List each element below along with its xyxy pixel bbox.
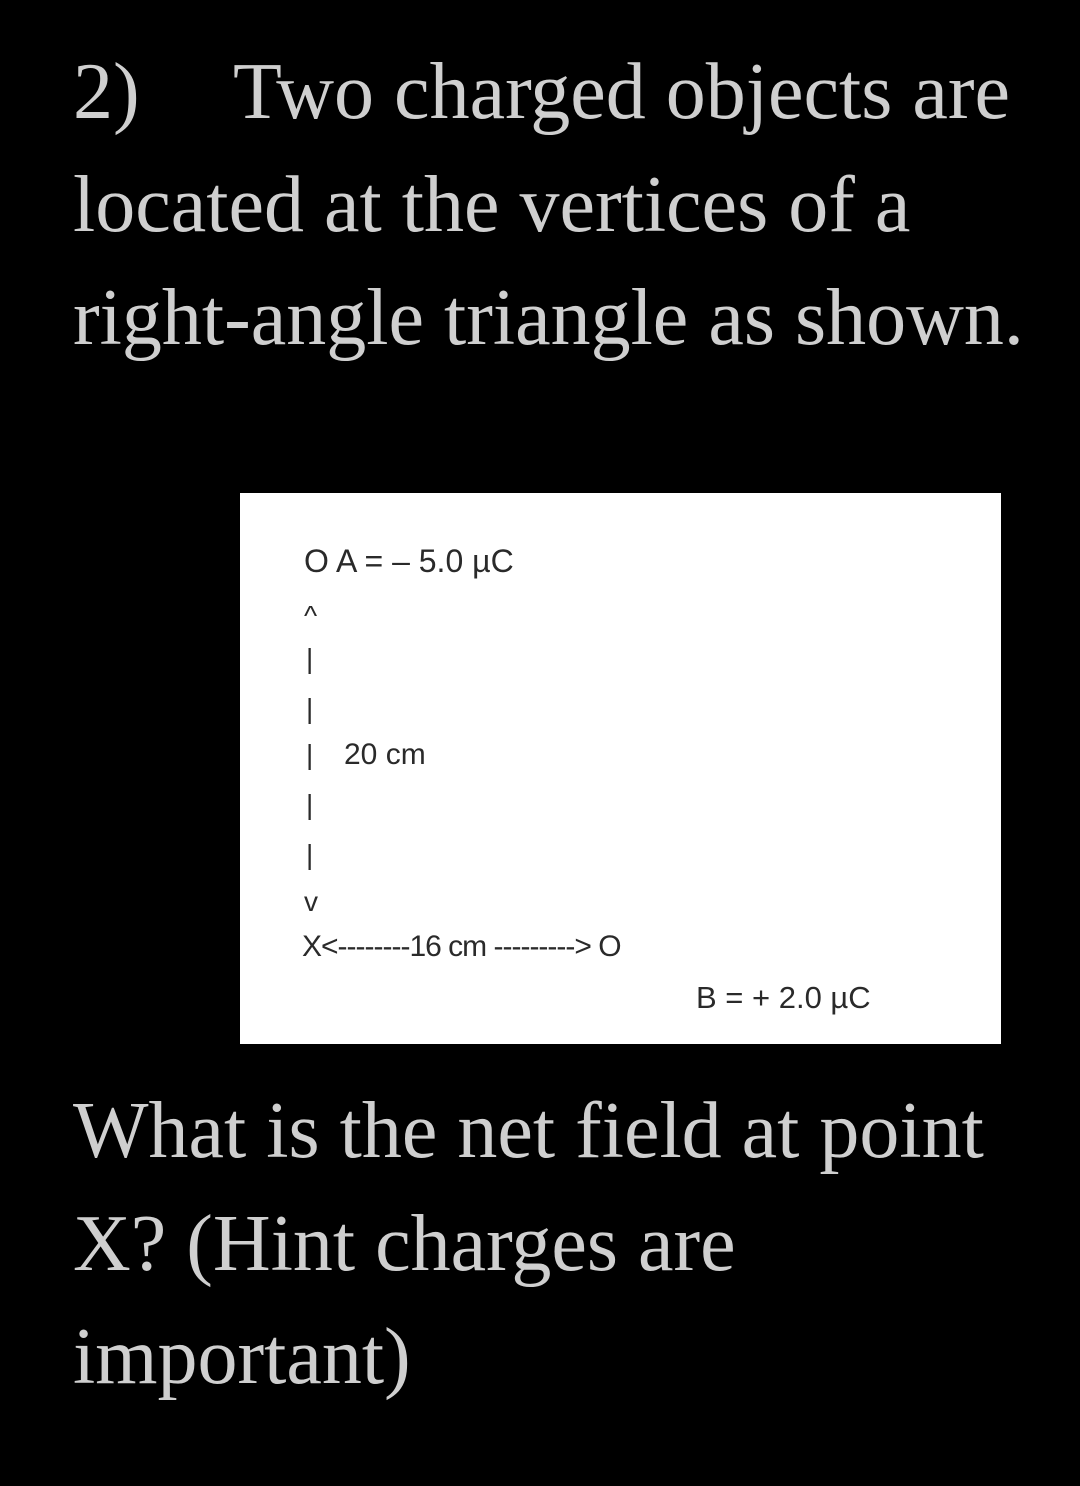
triangle-diagram [240,493,1001,1044]
question-intro [73,36,1033,375]
vertical-line-segment: | [306,839,314,870]
vertical-line-segment: | [306,693,314,724]
question-number: 2) [73,48,140,136]
charge-a-label: O A = – 5.0 µC [304,543,514,579]
vertical-line-segment: | [306,789,314,820]
vertical-distance-label: 20 cm [344,738,426,771]
vertical-line-segment: | [306,643,314,674]
vertical-line-segment: | [306,739,314,770]
arrow-up-icon: ^ [304,600,318,631]
question-prompt: What is the net field at point X? (Hint charges are important) [73,1087,984,1401]
arrow-down-icon: v [304,886,318,917]
horizontal-distance-row: X<--------16 cm ---------> O [302,930,621,963]
charge-b-label: B = + 2.0 µC [696,980,871,1015]
question-intro-text: Two charged objects are located at the vertices of a right-angle triangle as shown. [73,48,1024,362]
